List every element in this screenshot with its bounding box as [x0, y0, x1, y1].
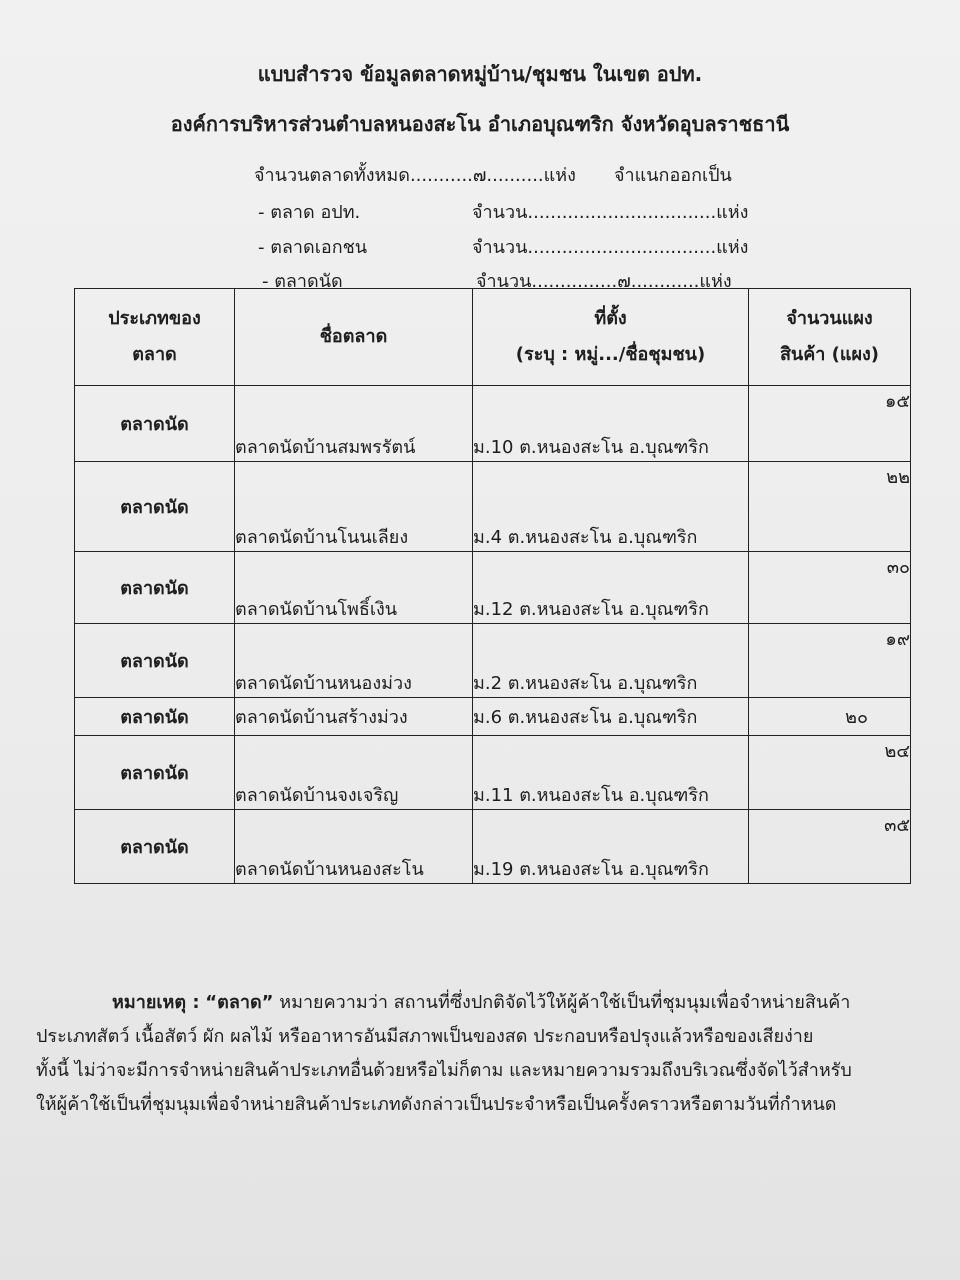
footnote-line: [36, 986, 932, 1020]
summary-row-label: - ตลาด อปท.: [258, 202, 361, 223]
summary-row-label: - ตลาดเอกชน: [258, 237, 368, 258]
location-cell: ม.12 ต.หนองสะโน อ.บุณฑริก: [473, 552, 749, 624]
table-row: [75, 810, 911, 884]
document-title: แบบสำรวจ ข้อมูลตลาดหมู่บ้าน/ชุมชน ในเขต อปท.: [257, 62, 703, 86]
market-name-cell: ตลาดนัดบ้านโนนเลียง: [235, 462, 473, 552]
stall-count-cell: ๒๒: [749, 462, 911, 552]
market-name-cell: ตลาดนัดบ้านโพธิ์เงิน: [235, 552, 473, 624]
table-row: [75, 736, 911, 810]
table-row: [75, 462, 911, 552]
header-location: ที่ตั้ง (ระบุ : หมู่.../ชื่อชุมชน): [473, 289, 749, 386]
market-type-cell: ตลาดนัด: [75, 736, 235, 810]
market-type-cell: ตลาดนัด: [75, 386, 235, 462]
market-name-cell: ตลาดนัดบ้านสร้างม่วง: [235, 698, 473, 736]
classified-label: จำแนกออกเป็น: [614, 165, 732, 186]
stall-count-cell: ๓๕: [749, 810, 911, 884]
total-markets-line: จำนวนตลาดทั้งหมด...........๗..........แห่ง: [254, 165, 576, 186]
summary-row-value: จำนวน.................................แห่ง: [472, 202, 749, 223]
location-cell: ม.6 ต.หนองสะโน อ.บุณฑริก: [473, 698, 749, 736]
footnote-line: ทั้งนี้ ไม่ว่าจะมีการจำหน่ายสินค้าประเภทอื่นด้วยหรือไม่ก็ตาม และหมายความรวมถึงบริเวณซึ่งจัดไว้สำหรับ: [36, 1060, 852, 1081]
location-cell: ม.2 ต.หนองสะโน อ.บุณฑริก: [473, 624, 749, 698]
stall-count-cell: ๓๐: [749, 552, 911, 624]
location-cell: ม.4 ต.หนองสะโน อ.บุณฑริก: [473, 462, 749, 552]
summary-row-value: จำนวน...............๗............แห่ง: [476, 271, 732, 292]
market-name-cell: ตลาดนัดบ้านสมพรรัตน์: [235, 386, 473, 462]
market-type-cell: ตลาดนัด: [75, 552, 235, 624]
location-cell: ม.11 ต.หนองสะโน อ.บุณฑริก: [473, 736, 749, 810]
summary-row-value: จำนวน.................................แห่ง: [472, 237, 749, 258]
footnote: [36, 986, 932, 1122]
footnote-label: หมายเหตุ :: [112, 992, 200, 1013]
header-market-name: ชื่อตลาด: [235, 289, 473, 386]
market-table: [74, 288, 911, 884]
header-stall-count: จำนวนแผง สินค้า (แผง): [749, 289, 911, 386]
market-name-cell: ตลาดนัดบ้านจงเจริญ: [235, 736, 473, 810]
stall-count-cell: ๒๐: [749, 698, 911, 736]
market-type-cell: ตลาดนัด: [75, 462, 235, 552]
table-row: [75, 624, 911, 698]
market-type-cell: ตลาดนัด: [75, 810, 235, 884]
footnote-text: หมายความว่า สถานที่ซึ่งปกติจัดไว้ให้ผู้ค้าใช้เป็นที่ชุมนุมเพื่อจำหน่ายสินค้า: [279, 992, 851, 1013]
market-type-cell: ตลาดนัด: [75, 624, 235, 698]
table-row: [75, 698, 911, 736]
header-market-type: ประเภทของ ตลาด: [75, 289, 235, 386]
stall-count-cell: ๒๔: [749, 736, 911, 810]
footnote-line: ให้ผู้ค้าใช้เป็นที่ชุมนุมเพื่อจำหน่ายสินค้าประเภทดังกล่าวเป็นประจำหรือเป็นครั้งคราวหรือตามวันที่กำหนด: [36, 1094, 837, 1115]
organization-title: องค์การบริหารส่วนตำบลหนองสะโน อำเภอบุณฑริก จังหวัดอุบลราชธานี: [170, 112, 790, 136]
stall-count-cell: ๑๙: [749, 624, 911, 698]
stall-count-cell: ๑๕: [749, 386, 911, 462]
market-type-cell: ตลาดนัด: [75, 698, 235, 736]
summary-row-label: - ตลาดนัด: [262, 271, 343, 292]
location-cell: ม.19 ต.หนองสะโน อ.บุณฑริก: [473, 810, 749, 884]
market-name-cell: ตลาดนัดบ้านหนองม่วง: [235, 624, 473, 698]
footnote-term: “ตลาด”: [205, 992, 274, 1013]
table-row: [75, 552, 911, 624]
table-row: [75, 386, 911, 462]
location-cell: ม.10 ต.หนองสะโน อ.บุณฑริก: [473, 386, 749, 462]
footnote-line: ประเภทสัตว์ เนื้อสัตว์ ผัก ผลไม้ หรืออาหารอันมีสภาพเป็นของสด ประกอบหรือปรุงแล้วหรือของเสียง่าย: [36, 1026, 814, 1047]
table-header-row: [75, 289, 911, 386]
market-name-cell: ตลาดนัดบ้านหนองสะโน: [235, 810, 473, 884]
